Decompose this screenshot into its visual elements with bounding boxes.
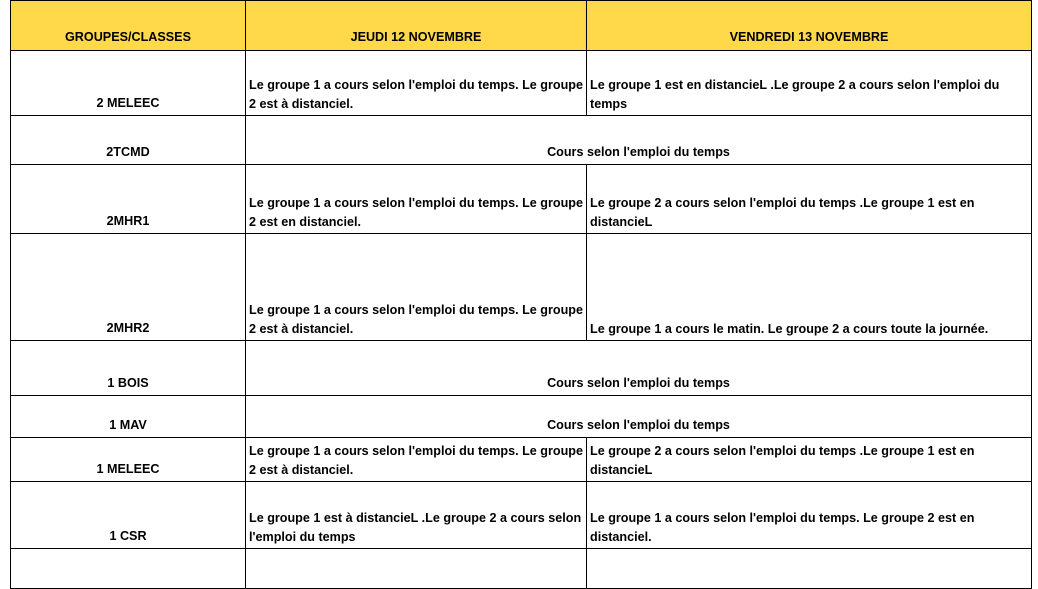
group-cell: 1 MAV	[11, 396, 246, 438]
thursday-cell: Le groupe 1 a cours selon l'emploi du temps. Le groupe 2 est à distanciel.	[246, 51, 587, 116]
merged-cell: Cours selon l'emploi du temps	[246, 116, 1032, 165]
table-row	[11, 549, 1032, 589]
table-row	[11, 51, 1032, 116]
table-row	[11, 396, 1032, 438]
friday-cell: Le groupe 2 a cours selon l'emploi du temps .Le groupe 1 est en distancieL	[587, 165, 1032, 234]
header-groups: GROUPES/CLASSES	[11, 1, 246, 51]
header-friday: VENDREDI 13 NOVEMBRE	[587, 1, 1032, 51]
merged-cell: Cours selon l'emploi du temps	[246, 341, 1032, 396]
merged-cell: Cours selon l'emploi du temps	[246, 396, 1032, 438]
thursday-cell: Le groupe 1 a cours selon l'emploi du temps. Le groupe 2 est en distanciel.	[246, 165, 587, 234]
group-cell	[11, 549, 246, 589]
group-cell: 2 MELEEC	[11, 51, 246, 116]
group-cell: 1 CSR	[11, 482, 246, 549]
table-row	[11, 341, 1032, 396]
thursday-cell: Le groupe 1 a cours selon l'emploi du temps. Le groupe 2 est à distanciel.	[246, 438, 587, 482]
thursday-cell: Le groupe 1 a cours selon l'emploi du temps. Le groupe 2 est à distanciel.	[246, 234, 587, 341]
friday-cell: Le groupe 1 est en distancieL .Le groupe 2 a cours selon l'emploi du temps	[587, 51, 1032, 116]
table-row	[11, 438, 1032, 482]
thursday-cell: Le groupe 1 est à distancieL .Le groupe 2 a cours selon l'emploi du temps	[246, 482, 587, 549]
thursday-cell	[246, 549, 587, 589]
group-cell: 2MHR1	[11, 165, 246, 234]
header-row	[11, 1, 1032, 51]
friday-cell	[587, 549, 1032, 589]
friday-cell: Le groupe 1 a cours le matin. Le groupe 2 a cours toute la journée.	[587, 234, 1032, 341]
table-row	[11, 234, 1032, 341]
group-cell: 1 MELEEC	[11, 438, 246, 482]
group-cell: 1 BOIS	[11, 341, 246, 396]
schedule-table	[10, 0, 1032, 589]
group-cell: 2TCMD	[11, 116, 246, 165]
table-row	[11, 482, 1032, 549]
friday-cell: Le groupe 2 a cours selon l'emploi du temps .Le groupe 1 est en distancieL	[587, 438, 1032, 482]
table-row	[11, 116, 1032, 165]
header-thursday: JEUDI 12 NOVEMBRE	[246, 1, 587, 51]
friday-cell: Le groupe 1 a cours selon l'emploi du temps. Le groupe 2 est en distanciel.	[587, 482, 1032, 549]
group-cell: 2MHR2	[11, 234, 246, 341]
table-row	[11, 165, 1032, 234]
